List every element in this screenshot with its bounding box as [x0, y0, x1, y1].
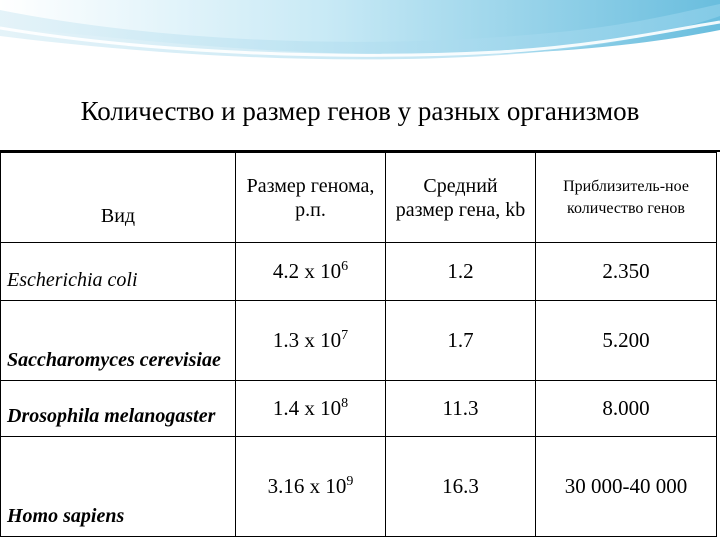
table-header-row	[1, 153, 717, 243]
genome-size-cell	[236, 381, 386, 437]
genome-base: 10	[325, 473, 347, 498]
genome-mantissa: 3.16	[267, 473, 305, 498]
species-cell: Escherichia coli	[1, 243, 236, 301]
genome-size-cell	[236, 301, 386, 381]
species-cell: Saccharomyces cerevisiae	[1, 301, 236, 381]
mean-gene-size-cell: 1.7	[386, 301, 536, 381]
genome-times: x	[304, 258, 315, 283]
species-cell: Homo sapiens	[1, 437, 236, 537]
header-mean-gene-size: Средний размер гена, kb	[386, 153, 536, 243]
genome-mantissa: 1.3	[272, 327, 300, 352]
genome-exponent: 7	[341, 327, 349, 343]
gene-table-container	[0, 152, 720, 540]
wave-decoration	[0, 0, 720, 70]
genome-size-cell	[236, 243, 386, 301]
gene-count-cell: 5.200	[536, 301, 717, 381]
genome-times: x	[309, 473, 321, 498]
slide-title: Количество и размер генов у разных организмов	[80, 96, 640, 126]
table-row	[1, 381, 717, 437]
genome-base: 10	[320, 327, 342, 352]
genome-mantissa: 4.2	[272, 258, 300, 283]
decorative-header-band	[0, 0, 720, 70]
genome-size-cell	[236, 437, 386, 537]
mean-gene-size-cell: 16.3	[386, 437, 536, 537]
table-row	[1, 437, 717, 537]
genome-exponent: 6	[341, 258, 349, 274]
genome-times: x	[304, 395, 315, 420]
genome-times: x	[304, 327, 315, 352]
table-row	[1, 301, 717, 381]
header-genome-size: Размер генома, р.п.	[236, 153, 386, 243]
genome-exponent: 9	[346, 473, 354, 489]
gene-count-cell: 30 000-40 000	[536, 437, 717, 537]
mean-gene-size-cell: 1.2	[386, 243, 536, 301]
genome-exponent: 8	[341, 395, 349, 411]
genome-base: 10	[320, 395, 342, 420]
gene-table	[0, 152, 717, 537]
mean-gene-size-cell: 11.3	[386, 381, 536, 437]
gene-count-cell: 2.350	[536, 243, 717, 301]
gene-count-cell: 8.000	[536, 381, 717, 437]
genome-mantissa: 1.4	[272, 395, 300, 420]
header-approx-gene-count: Приблизитель-ное количество генов	[536, 153, 717, 243]
header-species: Вид	[1, 153, 236, 243]
species-cell: Drosophila melanogaster	[1, 381, 236, 437]
table-row	[1, 243, 717, 301]
genome-base: 10	[320, 258, 342, 283]
